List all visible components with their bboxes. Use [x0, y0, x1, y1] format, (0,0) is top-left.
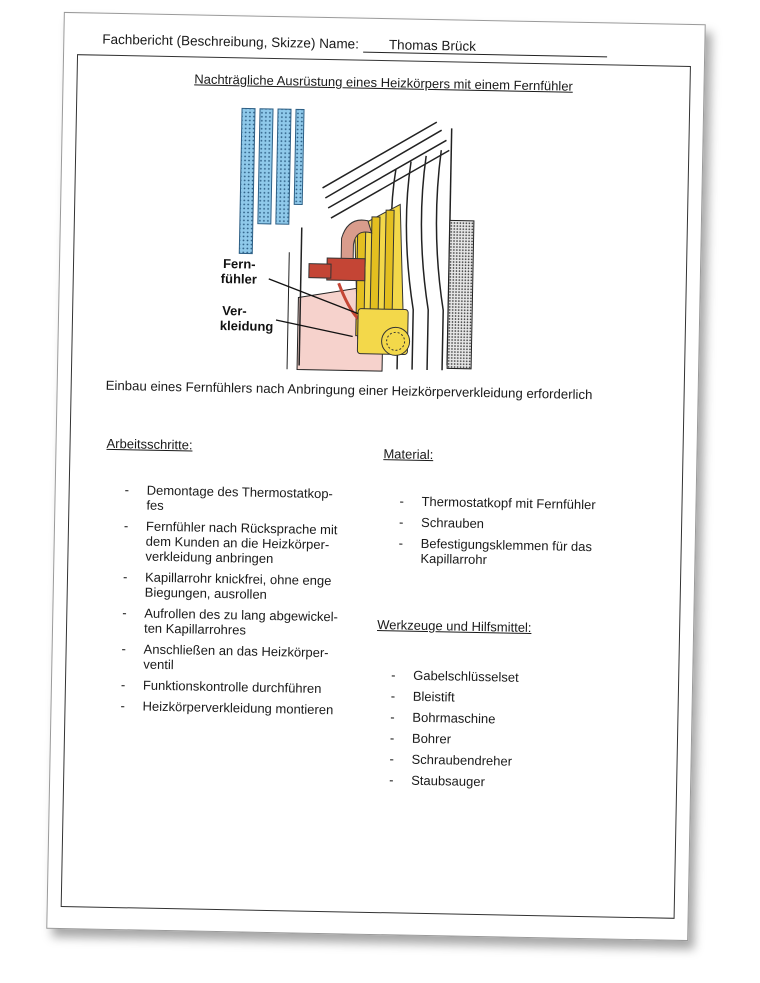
werkzeug-item-line: Bohrer [411, 730, 452, 747]
werkzeuge-heading: Werkzeuge und Hilfsmittel: [377, 617, 532, 636]
document-page [46, 12, 705, 941]
arbeitsschritt-item-line: Fernfühler nach Rücksprache mit [145, 518, 338, 538]
arbeitsschritte-heading: Arbeitsschritte: [106, 435, 193, 453]
arbeitsschritt-item-line: Biegungen, ausrollen [144, 584, 268, 602]
caption: Einbau eines Fernfühlers nach Anbringung einer Heizkörperverkleidung erforderlich [105, 377, 593, 403]
werkzeug-item [389, 751, 589, 770]
page-title: Nachträgliche Ausrüstung eines Heizkörpers mit einem Fernfühler [194, 71, 573, 94]
arbeitsschritt-item [122, 605, 363, 640]
arbeitsschritte-list [120, 482, 365, 724]
arbeitsschritt-item [124, 482, 365, 517]
arbeitsschritt-item-line: Aufrollen des zu lang abgewickel- [144, 605, 339, 625]
label-verkleidung-2: kleidung [219, 317, 274, 334]
werkzeug-item [390, 730, 590, 749]
werkzeug-item-line: Staubsauger [411, 772, 486, 790]
radiator-grill [447, 220, 474, 368]
header-label: Fachbericht (Beschreibung, Skizze) Name: [102, 31, 360, 52]
radiator-sketch [207, 106, 482, 376]
werkzeug-item [390, 709, 590, 728]
arbeitsschritt-item [121, 677, 361, 697]
material-item [399, 514, 629, 533]
arbeitsschritt-item [121, 641, 362, 676]
material-item [399, 493, 629, 512]
material-item-line: Befestigungsklemmen für das [420, 535, 593, 555]
author-name: Thomas Brück [363, 37, 607, 58]
arbeitsschritt-item-line: fes [146, 497, 164, 513]
material-heading: Material: [383, 446, 434, 463]
content-frame [61, 54, 691, 919]
werkzeug-item-line: Gabelschlüsselset [413, 667, 519, 685]
remote-sensor [357, 309, 410, 356]
arbeitsschritt-item [123, 569, 364, 604]
report-header [102, 32, 607, 58]
arbeitsschritt-item-line: dem Kunden an die Heizkörper- [145, 533, 330, 553]
werkzeug-item-line: Schraubendreher [411, 751, 513, 769]
arbeitsschritt-item-line: Kapillarrohr knickfrei, ohne enge [144, 569, 332, 589]
arbeitsschritt-item [120, 698, 360, 718]
werkzeug-item [391, 667, 591, 686]
werkzeuge-list [389, 667, 591, 797]
label-fernfuehler-1: Fern- [222, 256, 256, 272]
werkzeug-item [391, 688, 591, 707]
material-item-line: Kapillarrohr [420, 550, 488, 568]
blue-radiator-ribs [239, 108, 304, 254]
label-fernfuehler-2: fühler [220, 270, 258, 287]
arbeitsschritt-item [123, 518, 364, 568]
werkzeug-item-line: Bleistift [412, 688, 455, 705]
arbeitsschritt-item-line: Demontage des Thermostatkop- [146, 482, 334, 502]
werkzeug-item-line: Bohrmaschine [412, 709, 496, 727]
arbeitsschritt-item-line: verkleidung anbringen [145, 548, 274, 567]
arbeitsschritt-item-line: Anschließen an das Heizkörper- [143, 641, 329, 661]
arbeitsschritt-item-line: Funktionskontrolle durchführen [142, 677, 322, 696]
material-item [398, 535, 629, 569]
arbeitsschritt-item-line: ten Kapillarrohres [143, 620, 247, 638]
material-list [398, 493, 629, 575]
arbeitsschritt-item-line: ventil [143, 656, 174, 673]
material-item-line: Thermostatkopf mit Fernfühler [421, 493, 596, 513]
material-item-line: Schrauben [420, 514, 485, 532]
label-verkleidung-1: Ver- [222, 303, 247, 319]
arbeitsschritt-item-line: Heizkörperverkleidung montieren [142, 698, 334, 718]
werkzeug-item [389, 772, 589, 791]
